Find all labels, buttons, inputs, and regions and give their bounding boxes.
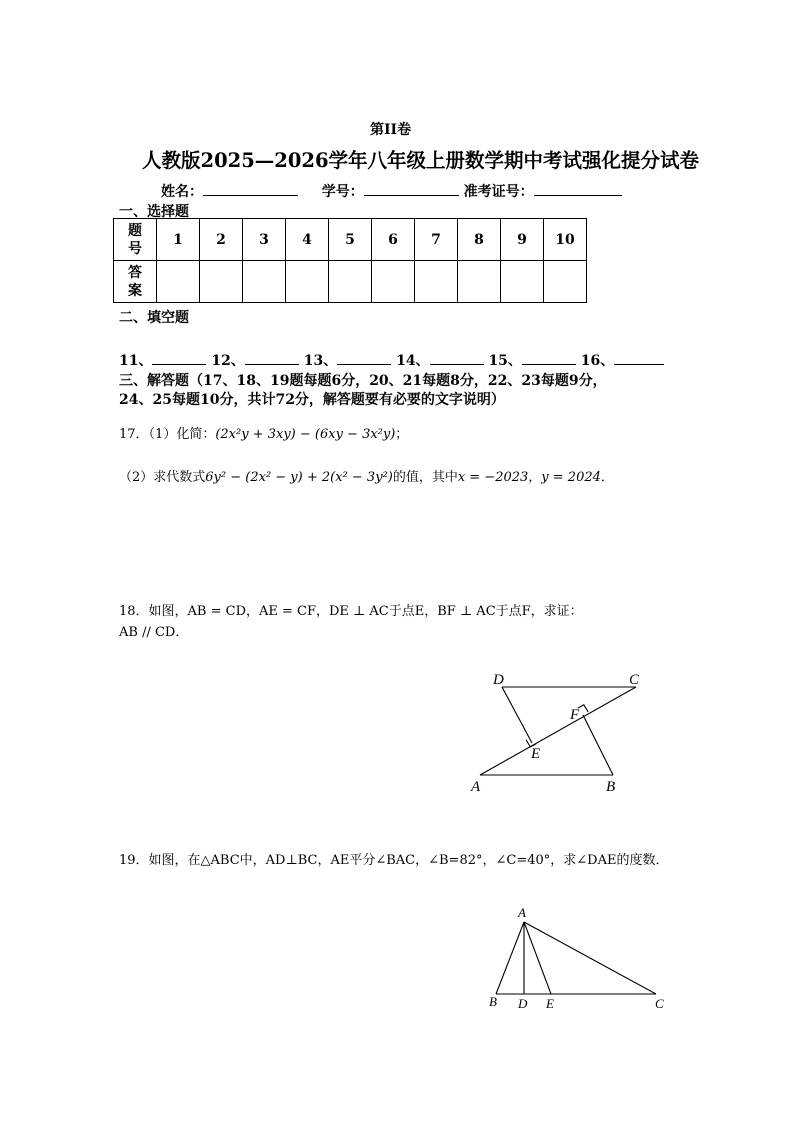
answer-cell[interactable] <box>372 261 415 303</box>
fill-blank[interactable] <box>430 350 484 365</box>
q19-label-d: D <box>518 996 528 1011</box>
fill-blank[interactable] <box>614 350 664 365</box>
q19-label-e: E <box>546 996 554 1011</box>
fill-blank-item: 15、 <box>488 353 522 369</box>
section3-heading-line1: 三、解答题（17、18、19题每题6分，20、21每题8分，22、23每题9分， <box>119 373 607 389</box>
fill-blank-item: 13、 <box>303 353 338 369</box>
question-number-cell: 10 <box>544 219 587 261</box>
student-info-line <box>161 181 622 201</box>
q18-label-b: B <box>606 779 616 795</box>
q18-figure <box>460 665 660 800</box>
q19-line1: 19．如图，在△ABC中，AD⊥BC，AE平分∠BAC，∠B=82°，∠C=40°，求∠DAE的度数． <box>119 853 669 868</box>
answer-row <box>114 261 587 303</box>
answer-header: 答 案 <box>114 261 157 303</box>
name-blank[interactable] <box>203 181 298 196</box>
answer-cell[interactable] <box>200 261 243 303</box>
question-number-cell: 2 <box>200 219 243 261</box>
q17-part2-condition: x = −2023，y = 2024 <box>457 470 601 485</box>
answer-cell[interactable] <box>501 261 544 303</box>
answer-cell[interactable] <box>329 261 372 303</box>
question-number-cell: 4 <box>286 219 329 261</box>
q17-part1-prefix: 17．（1）化简： <box>119 427 216 442</box>
q18-label-c: C <box>629 672 640 688</box>
section3-heading-line2: 24、25每题10分，共计72分，解答题要有必要的文字说明） <box>119 392 505 408</box>
q17-part2 <box>119 466 614 485</box>
fill-blank[interactable] <box>337 350 391 365</box>
answer-cell[interactable] <box>157 261 200 303</box>
name-label: 姓名： <box>161 184 203 200</box>
q17-part2-prefix: （2）求代数式 <box>119 470 206 485</box>
answer-cell[interactable] <box>415 261 458 303</box>
question-number-cell: 6 <box>372 219 415 261</box>
answer-cell[interactable] <box>286 261 329 303</box>
fill-blank-item: 16、 <box>580 353 615 369</box>
q17-part1-expression: (2x²y + 3xy) − (6xy − 3x²y) <box>215 427 396 442</box>
answer-table <box>113 218 587 303</box>
q18-line1: 18．如图，AB = CD，AE = CF，DE ⊥ AC于点E，BF ⊥ AC于点F，求证： <box>119 604 583 619</box>
q18-label-d: D <box>493 672 504 688</box>
question-number-row <box>114 219 587 261</box>
q17-part2-suffix: ． <box>600 470 614 485</box>
exam-number-blank[interactable] <box>534 181 622 196</box>
section2-heading: 二、填空题 <box>119 310 189 326</box>
q18-label-f: F <box>570 707 580 723</box>
volume-label: 第II卷 <box>370 122 412 138</box>
q17-part2-expression: 6y² − (2x² − y) + 2(x² − 3y²) <box>205 470 393 485</box>
q17-part1 <box>119 423 408 442</box>
section1-heading: 一、选择题 <box>119 204 189 220</box>
question-number-cell: 3 <box>243 219 286 261</box>
student-id-blank[interactable] <box>364 181 459 196</box>
exam-number-label: 准考证号： <box>463 184 534 200</box>
answer-cell[interactable] <box>243 261 286 303</box>
fill-blank-item: 12、 <box>211 353 245 369</box>
q17-part2-mid: 的值，其中 <box>392 470 458 485</box>
q18-line2: AB // CD． <box>119 625 189 640</box>
student-id-label: 学号： <box>321 184 364 200</box>
answer-cell[interactable] <box>544 261 587 303</box>
fill-blank-item: 14、 <box>396 353 430 369</box>
question-number-cell: 8 <box>458 219 501 261</box>
fill-blank-line <box>119 350 664 370</box>
q19-figure <box>480 900 680 1015</box>
question-number-cell: 1 <box>157 219 200 261</box>
question-number-header: 题 号 <box>114 219 157 261</box>
fill-blank[interactable] <box>152 350 206 365</box>
q18-label-a: A <box>471 779 481 795</box>
q19-label-a: A <box>518 905 526 920</box>
q18-label-e: E <box>531 746 541 762</box>
q17-part1-suffix: ； <box>395 427 409 442</box>
question-number-cell: 5 <box>329 219 372 261</box>
question-number-cell: 7 <box>415 219 458 261</box>
fill-blank-item: 11、 <box>119 353 153 369</box>
q19-label-b: B <box>489 994 497 1009</box>
question-number-cell: 9 <box>501 219 544 261</box>
fill-blank[interactable] <box>522 350 576 365</box>
page-title: 人教版2025—2026学年八年级上册数学期中考试强化提分试卷 <box>142 149 700 172</box>
fill-blank[interactable] <box>245 350 299 365</box>
q19-label-c: C <box>655 996 664 1011</box>
answer-cell[interactable] <box>458 261 501 303</box>
